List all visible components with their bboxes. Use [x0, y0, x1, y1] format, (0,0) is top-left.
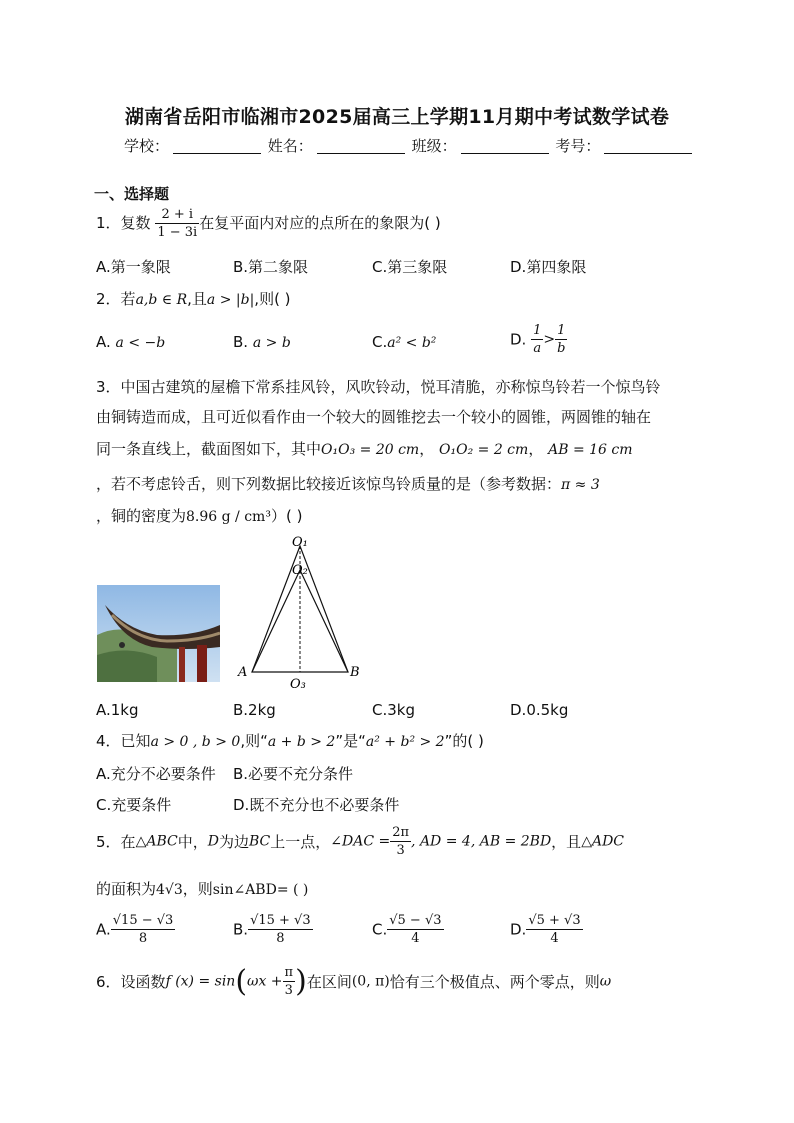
q3-line-5: ，铜的密度为8.96 g / cm³）( ) [96, 507, 303, 525]
page-title: 湖南省岳阳市临湘市2025届高三上学期11月期中考试数学试卷 [124, 106, 670, 128]
question-5: 5．在△ABC中，D为边BC上一点，∠DAC = $\frac{2\pi}{3}$ , AD = 4, AB = 2BD，且△ADC [96, 825, 625, 858]
q5-option-a[interactable]: A. $\frac{√15 - √3}{8}$ [96, 913, 174, 946]
number-label: 考号： [555, 137, 601, 155]
label-b: B [350, 665, 360, 680]
q1-option-a[interactable]: A.第一象限 [96, 258, 171, 276]
q1-option-d[interactable]: D.第四象限 [510, 258, 587, 276]
q1-fraction: $\frac{2 + i}{1 - 3i}$ [157, 207, 198, 240]
q3-line-2: 由铜铸造而成，且可近似看作由一个较大的圆锥挖去一个较小的圆锥，两圆锥的轴在 [96, 408, 652, 426]
section-heading: 一、选择题 [94, 185, 170, 203]
q3-option-c[interactable]: C.3kg [372, 701, 415, 719]
q4-option-c[interactable]: C.充要条件 [96, 796, 172, 814]
label-a: A [238, 665, 248, 680]
q3-option-a[interactable]: A.1kg [96, 701, 139, 719]
student-info [124, 135, 694, 156]
q3-option-d[interactable]: D.0.5kg [510, 701, 569, 719]
q5-option-c[interactable]: C. $\frac{√5 - √3}{4}$ [372, 913, 442, 946]
q2-option-c[interactable]: C.a² < b² [372, 333, 437, 351]
q2-option-b[interactable]: B. a > b [233, 333, 291, 351]
label-o3: O₃ [290, 677, 306, 692]
left-paren: ( [235, 964, 248, 999]
school-blank [173, 139, 261, 154]
question-4: 4．已知a > 0 , b > 0,则“a + b > 2”是“a² + b² > 2”的( ) [96, 732, 484, 750]
number-blank [604, 139, 692, 154]
q5-option-d[interactable]: D. $\frac{√5 + √3}{4}$ [510, 913, 581, 946]
q2-option-a[interactable]: A. a < −b [96, 333, 166, 351]
q4-option-a[interactable]: A.充分不必要条件 [96, 765, 216, 783]
name-label: 姓名： [267, 137, 313, 155]
q1-option-c[interactable]: C.第三象限 [372, 258, 448, 276]
q4-option-b[interactable]: B.必要不充分条件 [233, 765, 354, 783]
question-1: 1．复数 $\frac{2 + i}{1 - 3i}$ 在复平面内对应的点所在的象限为( ) [96, 207, 441, 240]
label-o1: O₁ [292, 535, 308, 550]
q3-option-b[interactable]: B.2kg [233, 701, 276, 719]
q3-line-1: 3．中国古建筑的屋檐下常系挂风铃，风吹铃动，悦耳清脆，亦称惊鸟铃若一个惊鸟铃 [96, 378, 661, 396]
name-blank [317, 139, 405, 154]
q5-option-b[interactable]: B. $\frac{√15 + √3}{8}$ [233, 913, 311, 946]
q3-line-3: 同一条直线上，截面图如下，其中O₁O₃ = 20 cm， O₁O₂ = 2 cm， AB = 16 cm [96, 440, 633, 458]
bell-cross-section-diagram [232, 534, 372, 694]
q5-line-2: 的面积为4√3，则sin∠ABD= ( ) [96, 880, 309, 898]
school-label: 学校： [124, 137, 170, 155]
class-blank [461, 139, 549, 154]
q2-option-d[interactable]: D. $\frac{1}{a}$ > $\frac{1}{b}$ [510, 323, 566, 356]
q3-line-4: ，若不考虑铃舌，则下列数据比较接近该惊鸟铃质量的是（参考数据：π ≈ 3 [96, 475, 600, 493]
question-2: 2．若a,b ∈ R,且a > |b|,则( ) [96, 290, 291, 308]
q1-option-b[interactable]: B.第二象限 [233, 258, 309, 276]
eave-photo [97, 585, 220, 682]
right-paren: ) [295, 964, 307, 999]
class-label: 班级： [411, 137, 457, 155]
question-6: 6．设函数f (x) = sin(ωx + $\frac{\pi}{3}$ )在区间(0, π)恰有三个极值点、两个零点，则ω [96, 964, 612, 999]
q4-option-d[interactable]: D.既不充分也不必要条件 [233, 796, 400, 814]
label-o2: O₂ [292, 563, 308, 578]
